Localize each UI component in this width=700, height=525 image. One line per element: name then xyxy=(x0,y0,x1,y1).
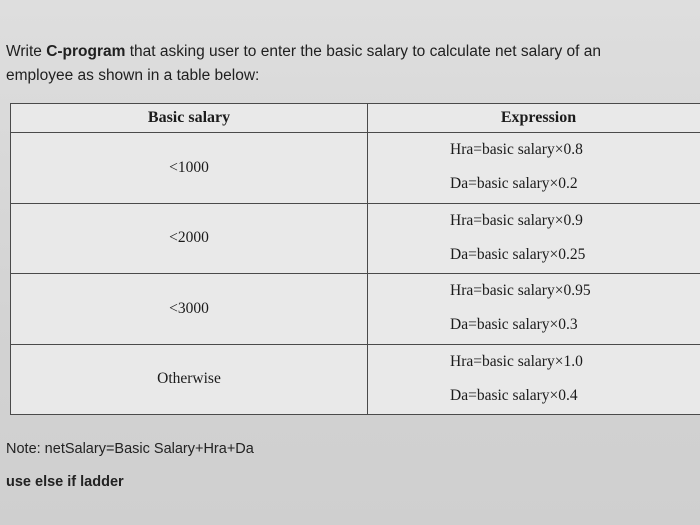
salary-table xyxy=(10,103,700,415)
expression-cell xyxy=(368,133,700,204)
notes-section xyxy=(6,433,254,499)
da-expression: Da=basic salary×0.25 xyxy=(450,245,586,263)
basic-salary-cell: <1000 xyxy=(11,133,368,204)
intro-rest: that asking user to enter the basic salary to calculate net salary of an xyxy=(125,43,602,60)
hra-expression: Hra=basic salary×1.0 xyxy=(450,352,583,370)
table-header-row xyxy=(11,104,700,133)
question-text xyxy=(6,40,696,88)
table-row xyxy=(11,203,700,274)
basic-salary-cell: <3000 xyxy=(11,274,368,345)
hra-expression: Hra=basic salary×0.95 xyxy=(450,282,591,299)
note-formula: Note: netSalary=Basic Salary+Hra+Da xyxy=(6,441,254,457)
header-basic-salary: Basic salary xyxy=(11,104,368,133)
table-row xyxy=(11,344,700,415)
question-line-1 xyxy=(6,40,696,64)
da-expression: Da=basic salary×0.4 xyxy=(450,386,578,404)
hra-expression: Hra=basic salary×0.8 xyxy=(450,141,583,158)
expression-cell xyxy=(368,344,700,415)
header-expression: Expression xyxy=(368,104,700,133)
hra-expression: Hra=basic salary×0.9 xyxy=(450,211,583,229)
table-row xyxy=(11,133,700,204)
da-expression: Da=basic salary×0.2 xyxy=(450,175,578,192)
question-line-2: employee as shown in a table below: xyxy=(6,67,260,84)
note-hint: use else if ladder xyxy=(6,474,124,490)
expression-cell xyxy=(368,274,700,345)
intro-language: C-program xyxy=(46,43,126,60)
table-row xyxy=(11,274,700,345)
expression-cell xyxy=(368,203,700,274)
da-expression: Da=basic salary×0.3 xyxy=(450,316,578,333)
intro-prefix: Write xyxy=(6,43,47,60)
basic-salary-cell: <2000 xyxy=(11,203,368,274)
basic-salary-cell: Otherwise xyxy=(11,344,368,415)
